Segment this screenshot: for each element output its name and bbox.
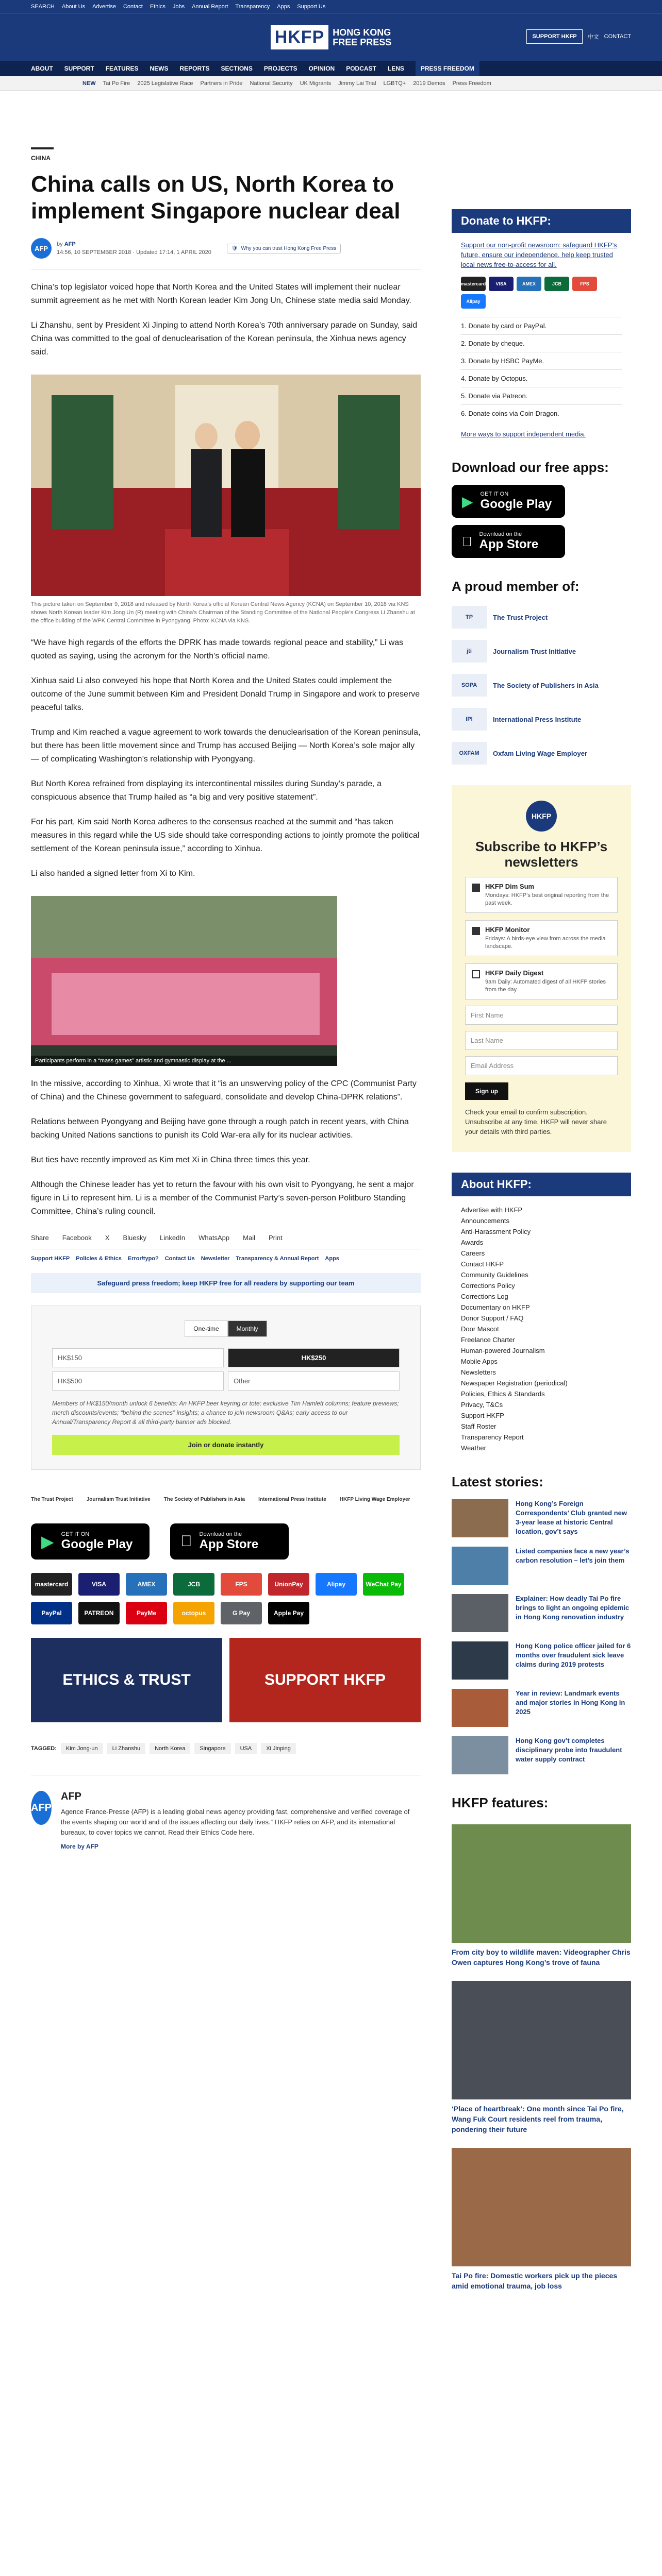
article-paragraph: Li Zhanshu, sent by President Xi Jinping to attend North Korea’s 70th anniversary parade on Sunday, said China was committed to the goal of denuclearisation of the Korean peninsula, the Xinhua news agency said. bbox=[31, 321, 418, 357]
story-thumbnail bbox=[452, 1736, 508, 1774]
trending-link[interactable]: Tai Po Fire bbox=[103, 80, 130, 87]
share-linkedin-link[interactable]: LinkedIn bbox=[160, 1234, 186, 1242]
footer-link[interactable]: Contact Us bbox=[164, 1256, 195, 1262]
about-link[interactable]: Newspaper Registration (periodical) bbox=[461, 1379, 568, 1387]
tab-one-time[interactable]: One-time bbox=[185, 1320, 227, 1337]
tagged-label: TAGGED: bbox=[31, 1745, 57, 1752]
nav-item-lens[interactable]: LENS bbox=[387, 65, 404, 72]
sidebar-payment-icons bbox=[461, 277, 622, 309]
trending-link[interactable]: LGBTQ+ bbox=[383, 80, 406, 87]
app-store-badge[interactable]: Download on the App Store bbox=[170, 1523, 289, 1560]
feature-story[interactable]: From city boy to wildlife maven: Videographer Chris Owen captures Hong Kong’s trove of fauna bbox=[452, 1824, 631, 1968]
patreon-icon[interactable]: PATREON bbox=[78, 1602, 120, 1624]
about-link[interactable]: Weather bbox=[461, 1444, 486, 1452]
last-name-field[interactable]: Last Name bbox=[465, 1031, 618, 1050]
nav-item-features[interactable]: FEATURES bbox=[105, 65, 139, 72]
topbar-link-annual-report[interactable]: Annual Report bbox=[192, 4, 228, 10]
sopa-logo[interactable]: The Society of Publishers in Asia bbox=[163, 1496, 245, 1502]
print-link[interactable]: Print bbox=[268, 1234, 283, 1242]
article-paragraph: For his part, Kim said North Korea adheres to the consensus reached at the summit and “has taken measures in this regard while the US side should take corresponding actions to jointly promote the political settlement of the Korean peninsula issue,” according to Xinhua. bbox=[31, 818, 420, 853]
living-wage-logo[interactable]: HKFP Living Wage Employer bbox=[339, 1496, 410, 1502]
press-freedom-banner[interactable]: Safeguard press freedom; keep HKFP free for all readers by supporting our team bbox=[31, 1273, 421, 1293]
author-bio: Agence France-Presse (AFP) is a leading global news agency providing fast, comprehensive and verified coverage of the events shaping our world and of the issues affecting our daily lives.” HKFP relies on AFP, and its international bureaux, to cover topics we cannot. Read their Ethics Code here. bbox=[61, 1808, 410, 1836]
trending-link[interactable]: Jimmy Lai Trial bbox=[338, 80, 376, 87]
topbar-link-jobs[interactable]: Jobs bbox=[172, 4, 185, 10]
signup-button[interactable]: Sign up bbox=[465, 1082, 508, 1100]
amex-icon[interactable]: AMEX bbox=[126, 1573, 167, 1596]
newsletter-note: Check your email to confirm subscription. Unsubscribe at any time. HKFP will never share your details with third parties. bbox=[465, 1108, 607, 1136]
author-box-name[interactable]: AFP bbox=[61, 1791, 81, 1802]
trust-link[interactable] bbox=[227, 244, 341, 253]
about-link[interactable]: Policies, Ethics & Standards bbox=[461, 1390, 545, 1398]
latest-story[interactable]: Hong Kong police officer jailed for 6 months over fraudulent sick leave claims during 2019 protests bbox=[452, 1641, 631, 1680]
footer-link[interactable]: Error/typo? bbox=[127, 1256, 159, 1262]
ethics-trust-promo[interactable]: ETHICS & TRUST bbox=[31, 1638, 222, 1722]
support-hkfp-button[interactable]: SUPPORT HKFP bbox=[526, 29, 582, 44]
sidebar bbox=[452, 91, 631, 2291]
membership-note: Members of HK$150/month unlock 6 benefits: An HKFP beer keyring or tote; exclusive Tim Hamlett columns; feature previews; merch discounts/events; “behind the scenes” insights; a chance to join newsroom Q&As; early access to our Annual/Transparency Report & all third-party banner ads blocked. bbox=[52, 1400, 399, 1426]
footer-link[interactable]: Policies & Ethics bbox=[76, 1256, 122, 1262]
tag-link[interactable]: Li Zhanshu bbox=[107, 1743, 145, 1754]
latest-story[interactable]: Year in review: Landmark events and major stories in Hong Kong in 2025 bbox=[452, 1689, 631, 1727]
footer-link[interactable]: Support HKFP bbox=[31, 1256, 70, 1262]
donation-frequency-tabs bbox=[52, 1320, 400, 1337]
footer-link[interactable]: Transparency & Annual Report bbox=[236, 1256, 319, 1262]
article-paragraph: China’s top legislator voiced hope that North Korea and the United States will implement their nuclear summit agreement as he met with North Korean leader Kim Jong Un, Chinese state media said Monday. bbox=[31, 283, 411, 305]
donate-method-item[interactable]: 4. Donate by Octopus. bbox=[461, 369, 622, 387]
feature-image bbox=[452, 1981, 631, 2099]
article-paragraph: Trump and Kim reached a vague agreement to work towards the denuclearisation of the Korean peninsula, but there has been little movement since and Trump has accused Beijing — North Korea’s sole major ally — of complicating Washington’s relationship with Pyongyang. bbox=[31, 728, 421, 764]
feature-story[interactable]: Tai Po fire: Domestic workers pick up the pieces amid emotional trauma, job loss bbox=[452, 2148, 631, 2291]
trust-label: Why you can trust Hong Kong Free Press bbox=[241, 245, 337, 251]
about-link[interactable]: Careers bbox=[461, 1249, 485, 1257]
article-paragraph: But ties have recently improved as Kim met Xi in China three times this year. bbox=[31, 1156, 310, 1164]
donate-method-item[interactable]: 3. Donate by HSBC PayMe. bbox=[461, 352, 622, 369]
unionpay-icon[interactable]: UnionPay bbox=[268, 1573, 309, 1596]
nav-item-projects[interactable]: PROJECTS bbox=[263, 65, 297, 72]
trust-logos-row bbox=[31, 1490, 421, 1508]
author-link[interactable]: AFP bbox=[64, 241, 76, 247]
about-link[interactable]: Contact HKFP bbox=[461, 1260, 504, 1268]
newsletter-option[interactable]: HKFP Monitor Fridays: A birds-eye view from across the media landscape. bbox=[465, 920, 618, 956]
first-name-field[interactable]: First Name bbox=[465, 1006, 618, 1025]
mastercard-icon: mastercard bbox=[461, 277, 486, 291]
topbar-link-about[interactable]: About Us bbox=[61, 4, 86, 10]
share-label: Share bbox=[31, 1234, 49, 1242]
donation-widget bbox=[31, 1306, 421, 1470]
app-badges bbox=[31, 1523, 421, 1560]
amount-option[interactable]: HK$150 bbox=[52, 1348, 224, 1367]
tag-link[interactable]: North Korea bbox=[150, 1743, 190, 1754]
article-column bbox=[31, 91, 421, 1866]
amount-option-other[interactable]: Other bbox=[228, 1371, 400, 1391]
article-title: China calls on US, North Korea to implement Singapore nuclear deal bbox=[31, 172, 401, 224]
trending-link[interactable]: 2025 Legislative Race bbox=[137, 80, 193, 87]
trending-link[interactable]: Press Freedom bbox=[452, 80, 491, 87]
mastercard-icon[interactable]: mastercard bbox=[31, 1573, 72, 1596]
byline bbox=[31, 238, 421, 269]
site-logo[interactable] bbox=[271, 25, 392, 49]
newsletter-title: Subscribe to HKFP’s newsletters bbox=[475, 839, 608, 870]
contact-link[interactable]: CONTACT bbox=[604, 33, 631, 40]
author-box bbox=[31, 1775, 421, 1866]
visa-icon: VISA bbox=[489, 277, 514, 291]
share-mail-link[interactable]: Mail bbox=[243, 1234, 255, 1242]
article-category[interactable]: CHINA bbox=[31, 155, 51, 162]
member-oxfam[interactable]: OXFAM Oxfam Living Wage Employer bbox=[452, 742, 631, 765]
oxfam-icon: OXFAM bbox=[452, 742, 487, 765]
payment-methods bbox=[31, 1573, 421, 1624]
new-label: NEW bbox=[82, 80, 96, 87]
donate-method-item[interactable]: 2. Donate by cheque. bbox=[461, 334, 622, 352]
share-facebook-link[interactable]: Facebook bbox=[62, 1234, 92, 1242]
article-paragraph: Xinhua said Li also conveyed his hope that North Korea and the United States could implement the outcome of the June summit between Kim and President Donald Trump in Singapore and work to preserve peaceful talks. bbox=[31, 676, 420, 712]
top-utility-bar bbox=[0, 0, 662, 13]
ipi-logo[interactable]: International Press Institute bbox=[258, 1496, 326, 1502]
jti-logo[interactable]: Journalism Trust Initiative bbox=[86, 1496, 151, 1502]
latest-story[interactable]: Hong Kong gov’t completes disciplinary probe into fraudulent water supply contract bbox=[452, 1736, 631, 1774]
about-link[interactable]: Support HKFP bbox=[461, 1412, 504, 1419]
article-date: 14:56, 10 SEPTEMBER 2018 · Updated 17:14, 1 APRIL 2020 bbox=[57, 249, 211, 256]
google-pay-icon[interactable]: G Pay bbox=[221, 1602, 262, 1624]
latest-story[interactable]: Hong Kong’s Foreign Correspondents’ Club granted new 3-year lease at historic Central location, gov’t says bbox=[452, 1499, 631, 1537]
language-link[interactable]: 中文 bbox=[587, 34, 599, 40]
share-bar bbox=[31, 1234, 421, 1249]
about-link[interactable]: Privacy, T&Cs bbox=[461, 1401, 503, 1409]
apple-pay-icon[interactable]: Apple Pay bbox=[268, 1602, 309, 1624]
header-actions bbox=[526, 29, 631, 44]
author-avatar[interactable]: AFP bbox=[31, 238, 52, 259]
trending-link[interactable]: UK Migrants bbox=[300, 80, 332, 87]
article-paragraph: Although the Chinese leader has yet to return the favour with his own visit to Pyongyang, he sent a major figure in Li to represent him. Li is a member of the Communist Party’s seven-person Politburo Standing Committee, China’s ruling council. bbox=[31, 1180, 414, 1216]
trending-link[interactable]: Partners in Pride bbox=[200, 80, 243, 87]
nav-item-reports[interactable]: REPORTS bbox=[179, 65, 210, 72]
alipay-icon: Alipay bbox=[461, 294, 486, 309]
topbar-link-support[interactable]: Support Us bbox=[297, 4, 326, 10]
trending-link[interactable]: 2019 Demos bbox=[413, 80, 445, 87]
trending-link[interactable]: National Security bbox=[250, 80, 293, 87]
feature-image bbox=[452, 1824, 631, 1943]
amount-option[interactable]: HK$500 bbox=[52, 1371, 224, 1391]
tab-monthly[interactable]: Monthly bbox=[228, 1320, 267, 1337]
footer-link[interactable]: Apps bbox=[325, 1256, 339, 1262]
sopa-icon: SOPA bbox=[452, 674, 487, 697]
article-paragraph: But North Korea refrained from displaying its intercontinental missiles during Sunday’s parade, a conspicuous absence that Trump hailed as “a big and very positive statement”. bbox=[31, 779, 382, 802]
story-thumbnail bbox=[452, 1499, 508, 1537]
fps-icon[interactable]: FPS bbox=[221, 1573, 262, 1596]
paypal-icon[interactable]: PayPal bbox=[31, 1602, 72, 1624]
join-donate-button[interactable]: Join or donate instantly bbox=[52, 1435, 400, 1455]
article-body-3 bbox=[31, 1077, 421, 1218]
about-link[interactable]: Donor Support / FAQ bbox=[461, 1314, 524, 1322]
about-link[interactable]: Transparency Report bbox=[461, 1433, 524, 1441]
share-whatsapp-link[interactable]: WhatsApp bbox=[198, 1234, 230, 1242]
article-footer-links bbox=[31, 1256, 421, 1262]
photo-illustration bbox=[31, 896, 337, 1066]
features-heading: HKFP features: bbox=[452, 1795, 549, 1810]
about-link[interactable]: Announcements bbox=[461, 1217, 509, 1225]
share-bluesky-link[interactable]: Bluesky bbox=[123, 1234, 146, 1242]
story-thumbnail bbox=[452, 1689, 508, 1727]
octopus-icon[interactable]: octopus bbox=[173, 1602, 214, 1624]
donate-method-item[interactable]: 6. Donate coins via Coin Dragon. bbox=[461, 404, 622, 422]
story-thumbnail bbox=[452, 1594, 508, 1632]
play-icon: ▶ bbox=[462, 493, 473, 510]
sidebar-google-play-badge[interactable]: ▶ GET IT ON Google Play bbox=[452, 485, 565, 518]
about-link[interactable]: Anti-Harassment Policy bbox=[461, 1228, 531, 1235]
nav-item-about[interactable]: ABOUT bbox=[31, 65, 53, 72]
about-link[interactable]: Community Guidelines bbox=[461, 1271, 528, 1279]
about-heading: About HKFP: bbox=[452, 1173, 631, 1196]
story-thumbnail bbox=[452, 1641, 508, 1680]
article-photo-mass-games[interactable] bbox=[31, 896, 337, 1066]
about-link[interactable]: Mobile Apps bbox=[461, 1358, 498, 1365]
tag-link[interactable]: Xi Jinping bbox=[261, 1743, 296, 1754]
topbar-link-transparency[interactable]: Transparency bbox=[235, 4, 270, 10]
member-heading: A proud member of: bbox=[452, 579, 580, 594]
photo-caption: This picture taken on September 9, 2018 and released by North Korea’s official Korean Central News Agency (KCNA) on September 10, 2018 via KNS shows North Korean leader Kim Jong Un (R) meeting with China’s Chairman of the Standing Committee of the National People’s Congress Li Zhanshu at the office building of the WPK Central Committee in Pyongyang. Photo: KCNA via KNS. bbox=[31, 601, 415, 624]
author-box-avatar[interactable]: AFP bbox=[31, 1791, 52, 1825]
visa-icon[interactable]: VISA bbox=[78, 1573, 120, 1596]
article-body bbox=[31, 281, 421, 359]
play-icon: ▶ bbox=[41, 1532, 54, 1551]
ipi-icon: IPI bbox=[452, 708, 487, 731]
email-field[interactable]: Email Address bbox=[465, 1056, 618, 1075]
amex-icon: AMEX bbox=[517, 277, 541, 291]
donate-methods-list bbox=[452, 317, 631, 422]
share-x-link[interactable]: X bbox=[105, 1234, 110, 1242]
donation-amounts bbox=[52, 1348, 400, 1391]
nav-item-opinion[interactable]: OPINION bbox=[308, 65, 335, 72]
latest-story[interactable]: Explainer: How deadly Tai Po fire brings to light an ongoing epidemic in Hong Kong renovation industry bbox=[452, 1594, 631, 1632]
photo2-caption: Participants perform in a “mass games” artistic and gymnastic display at the ... bbox=[31, 1056, 337, 1066]
about-link[interactable]: Documentary on HKFP bbox=[461, 1303, 530, 1311]
about-link[interactable]: Door Mascot bbox=[461, 1325, 499, 1333]
tag-link[interactable]: Kim Jong-un bbox=[61, 1743, 103, 1754]
donate-method-item[interactable]: 1. Donate by card or PayPal. bbox=[461, 317, 622, 334]
topbar-link-apps[interactable]: Apps bbox=[277, 4, 290, 10]
alipay-icon[interactable]: Alipay bbox=[316, 1573, 357, 1596]
nav-item-press-freedom[interactable]: PRESS FREEDOM bbox=[416, 61, 479, 76]
support-hkfp-promo[interactable]: SUPPORT HKFP bbox=[229, 1638, 421, 1722]
tag-list bbox=[31, 1743, 421, 1754]
donate-heading: Donate to HKFP: bbox=[452, 209, 631, 233]
about-link[interactable]: Newsletters bbox=[461, 1368, 496, 1376]
wechat-pay-icon[interactable]: WeChat Pay bbox=[363, 1573, 404, 1596]
checkbox-checked[interactable] bbox=[472, 927, 480, 935]
about-list bbox=[452, 1205, 631, 1453]
nav-item-sections[interactable]: SECTIONS bbox=[221, 65, 253, 72]
logo-text: HONG KONG FREE PRESS bbox=[333, 27, 392, 47]
fps-icon: FPS bbox=[572, 277, 597, 291]
nav-item-support[interactable]: SUPPORT bbox=[64, 65, 94, 72]
footer-link[interactable]: Newsletter bbox=[201, 1256, 230, 1262]
article-paragraph: Li also handed a signed letter from Xi to Kim. bbox=[31, 869, 195, 878]
member-trust-project[interactable]: TP The Trust Project bbox=[452, 606, 631, 629]
article-photo-meeting[interactable] bbox=[31, 375, 421, 596]
story-thumbnail bbox=[452, 1547, 508, 1585]
member-sopa[interactable]: SOPA The Society of Publishers in Asia bbox=[452, 674, 631, 697]
trending-bar bbox=[0, 76, 662, 91]
photo-illustration bbox=[31, 375, 421, 596]
topbar-link-contact[interactable]: Contact bbox=[123, 4, 143, 10]
apps-heading: Download our free apps: bbox=[452, 460, 609, 475]
newsletter-signup bbox=[452, 785, 631, 1152]
payme-icon[interactable]: PayMe bbox=[126, 1602, 167, 1624]
category-rule bbox=[31, 147, 54, 149]
jcb-icon: JCB bbox=[544, 277, 569, 291]
logo-mark: HKFP bbox=[271, 25, 329, 49]
article-paragraph: “We have high regards of the efforts the DPRK has made towards regional peace and stability,” Li was quoted as saying, using the acronym for the North’s official name. bbox=[31, 638, 404, 660]
member-ipi[interactable]: IPI International Press Institute bbox=[452, 708, 631, 731]
shield-icon: 🛡 bbox=[231, 245, 238, 251]
about-link[interactable]: Advertise with HKFP bbox=[461, 1206, 523, 1214]
more-ways-link[interactable]: More ways to support independent media. bbox=[461, 430, 586, 438]
newsletter-option[interactable]: HKFP Daily Digest 9am Daily: Automated digest of all HKFP stories from the day. bbox=[465, 963, 618, 999]
amount-option-selected[interactable]: HK$250 bbox=[228, 1348, 400, 1367]
latest-heading: Latest stories: bbox=[452, 1474, 543, 1489]
jcb-icon[interactable]: JCB bbox=[173, 1573, 214, 1596]
site-header bbox=[0, 13, 662, 61]
topbar-link-ethics[interactable]: Ethics bbox=[150, 4, 166, 10]
about-link[interactable]: Corrections Log bbox=[461, 1293, 508, 1300]
article-body-2 bbox=[31, 636, 421, 880]
google-play-badge[interactable]: ▶ GET IT ON Google Play bbox=[31, 1523, 150, 1560]
donate-method-item[interactable]: 5. Donate via Patreon. bbox=[461, 387, 622, 404]
nav-item-news[interactable]: NEWS bbox=[150, 65, 169, 72]
trust-project-icon: TP bbox=[452, 606, 487, 629]
checkbox-checked[interactable] bbox=[472, 884, 480, 892]
apple-icon bbox=[462, 534, 472, 550]
tag-link[interactable]: USA bbox=[235, 1743, 257, 1754]
newsletter-option[interactable]: HKFP Dim Sum Mondays: HKFP’s best original reporting from the past week. bbox=[465, 877, 618, 913]
latest-story[interactable]: Listed companies face a new year’s carbon resolution – let’s join them bbox=[452, 1547, 631, 1585]
member-jti[interactable]: jti Journalism Trust Initiative bbox=[452, 640, 631, 663]
feature-story[interactable]: ‘Place of heartbreak’: One month since Tai Po fire, Wang Fuk Court residents reel from trauma, pondering their future bbox=[452, 1981, 631, 2134]
about-link[interactable]: Awards bbox=[461, 1239, 484, 1246]
topbar-link-advertise[interactable]: Advertise bbox=[92, 4, 116, 10]
newsletter-badge: HKFP bbox=[526, 801, 557, 832]
promo-tiles bbox=[31, 1638, 421, 1722]
feature-image bbox=[452, 2148, 631, 2266]
jti-icon: jti bbox=[452, 640, 487, 663]
trust-project-logo[interactable]: The Trust Project bbox=[31, 1496, 73, 1502]
about-link[interactable]: Staff Roster bbox=[461, 1422, 496, 1430]
main-nav bbox=[0, 61, 662, 76]
nav-item-podcast[interactable]: PODCAST bbox=[346, 65, 376, 72]
about-link[interactable]: Corrections Policy bbox=[461, 1282, 515, 1290]
search-link[interactable]: SEARCH bbox=[31, 4, 55, 10]
tag-link[interactable]: Singapore bbox=[194, 1743, 230, 1754]
byline-meta: by AFP 14:56, 10 SEPTEMBER 2018 · Updated 17:14, 1 APRIL 2020 bbox=[57, 241, 211, 256]
donate-intro-link[interactable]: Support our non-profit newsroom: safeguard HKFP’s future, ensure our independence, help keep trusted local news free-to-access for all. bbox=[461, 241, 617, 268]
article-paragraph: Relations between Pyongyang and Beijing have gone through a rough patch in recent years, with China backing United Nations sanctions to punish its Cold War-era ally for its nuclear activities. bbox=[31, 1117, 409, 1140]
article-paragraph: In the missive, according to Xinhua, Xi wrote that it “is an unswerving policy of the CPC (Communist Party of China) and the Chinese government to safeguard, consolidate and develop China-DPRK relations”. bbox=[31, 1079, 417, 1101]
more-by-author-link[interactable]: More by AFP bbox=[61, 1843, 98, 1850]
checkbox-unchecked[interactable] bbox=[472, 970, 480, 978]
apple-icon bbox=[180, 1533, 192, 1550]
about-link[interactable]: Freelance Charter bbox=[461, 1336, 515, 1344]
about-link[interactable]: Human-powered Journalism bbox=[461, 1347, 545, 1354]
sidebar-app-store-badge[interactable]: Download on the App Store bbox=[452, 525, 565, 558]
